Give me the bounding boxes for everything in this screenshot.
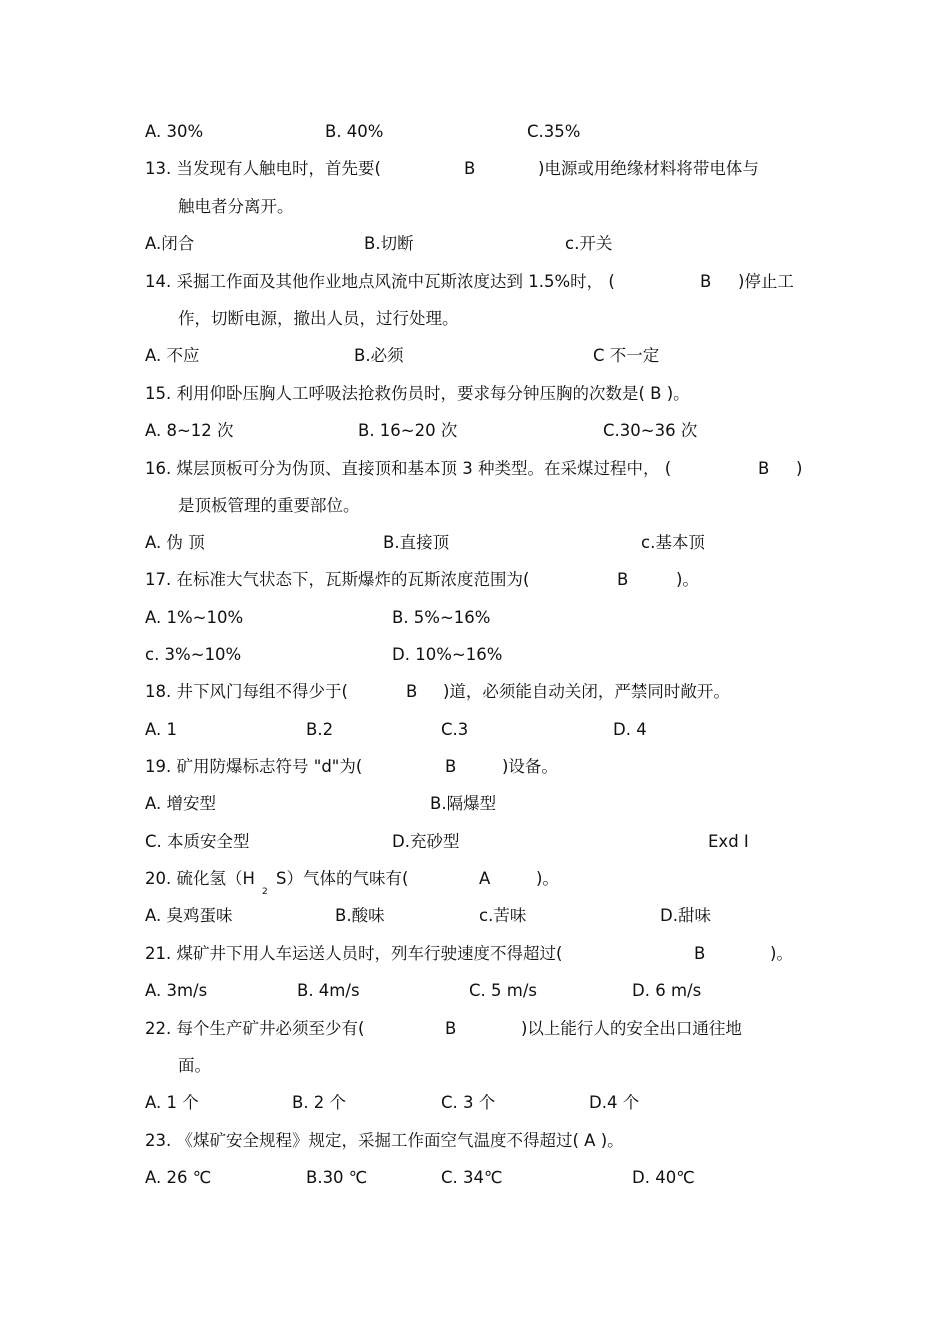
option-c: c.开关: [565, 234, 613, 253]
stem-text: S）气体的气味有(: [276, 869, 409, 888]
answer: B: [758, 459, 770, 478]
stem-text: )停止工: [738, 272, 794, 291]
stem-text: 20. 硫化氢（H: [145, 869, 255, 888]
option-c: C. 3 个: [441, 1093, 496, 1112]
stem-text: 19. 矿用防爆标志符号 "d"为(: [145, 757, 363, 776]
option-d: D.4 个: [589, 1093, 640, 1112]
option-d: D. 10%~16%: [392, 645, 503, 664]
option-c: c.基本顶: [641, 533, 705, 552]
stem-text: 面。: [178, 1056, 211, 1075]
option-c: c. 3%~10%: [145, 645, 242, 664]
answer: B: [445, 1019, 457, 1038]
stem-text: )设备。: [502, 757, 558, 776]
option-b: B.隔爆型: [430, 794, 497, 813]
option-b: B.酸味: [335, 906, 385, 925]
option-a: A. 1: [145, 720, 177, 739]
answer: A: [479, 869, 491, 888]
option-a: A. 增安型: [145, 794, 216, 813]
option-c: C. 本质安全型: [145, 832, 250, 851]
option-b: B. 5%~16%: [392, 608, 491, 627]
subscript: 2: [262, 887, 268, 897]
option-b: B.2: [306, 720, 334, 739]
answer: B: [700, 272, 712, 291]
option-c: C.30~36 次: [603, 421, 698, 440]
option-c: C. 34℃: [441, 1168, 503, 1187]
stem-text: 22. 每个生产矿井必须至少有(: [145, 1019, 365, 1038]
option-b: B.切断: [364, 234, 414, 253]
option-a: A. 3m/s: [145, 981, 208, 1000]
stem-text: ): [796, 459, 803, 478]
option-b: B.必须: [354, 346, 404, 365]
option-a: A.闭合: [145, 234, 195, 253]
option-d: D.充砂型: [392, 832, 460, 851]
option-d: D.甜味: [660, 906, 711, 925]
stem-text: 15. 利用仰卧压胸人工呼吸法抢救伤员时，要求每分钟压胸的次数是( B )。: [145, 384, 690, 403]
option-c: c.苦味: [479, 906, 527, 925]
answer: B: [406, 682, 418, 701]
option-c: C 不一定: [593, 346, 660, 365]
stem-text: )。: [770, 944, 793, 963]
explosion-proof-mark: Exd Ⅰ: [708, 832, 749, 851]
option-c: C. 5 m/s: [469, 981, 537, 1000]
stem-text: 16. 煤层顶板可分为伪顶、直接顶和基本顶 3 种类型。在采煤过程中， (: [145, 459, 672, 478]
stem-text: )。: [536, 869, 559, 888]
stem-text: 14. 采掘工作面及其他作业地点风流中瓦斯浓度达到 1.5%时， (: [145, 272, 615, 291]
option-d: D. 40℃: [632, 1168, 695, 1187]
option-d: D. 6 m/s: [632, 981, 702, 1000]
stem-text: 13. 当发现有人触电时，首先要(: [145, 159, 381, 178]
option-b: B. 16~20 次: [358, 421, 458, 440]
option-a: A. 1%~10%: [145, 608, 244, 627]
stem-text: 17. 在标准大气状态下，瓦斯爆炸的瓦斯浓度范围为(: [145, 570, 530, 589]
stem-text: )以上能行人的安全出口通往地: [521, 1019, 742, 1038]
option-b: B.直接顶: [383, 533, 450, 552]
option-b: B.30 ℃: [306, 1168, 368, 1187]
stem-text: )电源或用绝缘材料将带电体与: [538, 159, 759, 178]
stem-text: 触电者分离开。: [178, 197, 294, 216]
answer: B: [694, 944, 706, 963]
option-d: D. 4: [613, 720, 647, 739]
stem-text: )道，必须能自动关闭，严禁同时敞开。: [443, 682, 730, 701]
option-b: B. 2 个: [292, 1093, 347, 1112]
option-a: A. 1 个: [145, 1093, 199, 1112]
stem-text: 是顶板管理的重要部位。: [178, 496, 360, 515]
stem-text: 作，切断电源，撤出人员，过行处理。: [178, 309, 459, 328]
option-c: C.35%: [527, 122, 581, 141]
option-c: C.3: [441, 720, 469, 739]
option-a: A. 臭鸡蛋味: [145, 906, 233, 925]
option-a: A. 不应: [145, 346, 200, 365]
option-a: A. 伪 顶: [145, 533, 205, 552]
answer: B: [617, 570, 629, 589]
option-a: A. 26 ℃: [145, 1168, 212, 1187]
stem-text: )。: [676, 570, 699, 589]
stem-text: 21. 煤矿井下用人车运送人员时，列车行驶速度不得超过(: [145, 944, 563, 963]
answer: B: [445, 757, 457, 776]
option-b: B. 40%: [325, 122, 384, 141]
stem-text: 18. 井下风门每组不得少于(: [145, 682, 348, 701]
option-a: A. 8~12 次: [145, 421, 234, 440]
answer: B: [464, 159, 476, 178]
option-a: A. 30%: [145, 122, 204, 141]
stem-text: 23. 《煤矿安全规程》规定，采掘工作面空气温度不得超过( A )。: [145, 1131, 624, 1150]
option-b: B. 4m/s: [297, 981, 360, 1000]
